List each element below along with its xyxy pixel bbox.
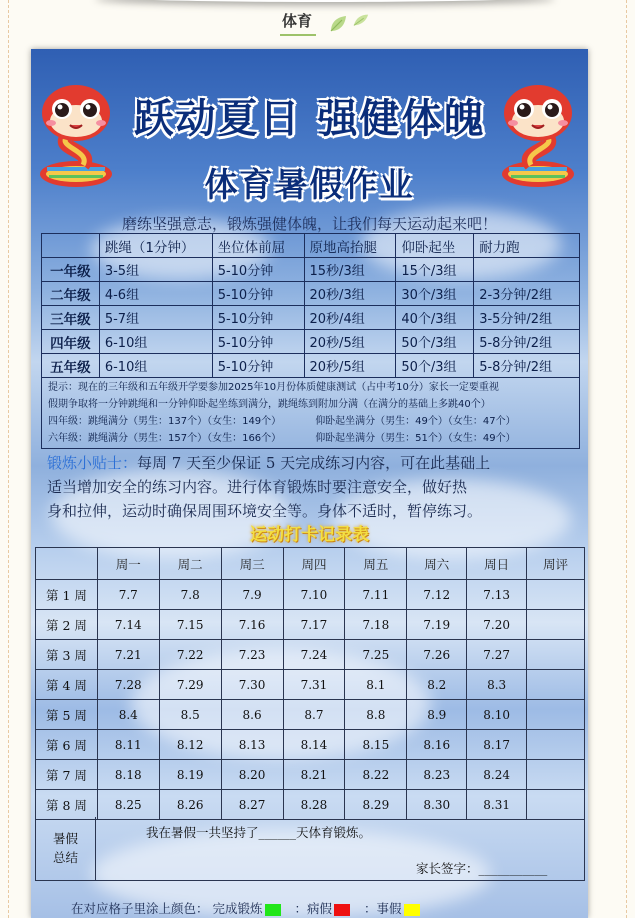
date-cell[interactable]: 7.15: [159, 610, 221, 640]
date-cell[interactable]: 8.5: [159, 700, 221, 730]
date-cell[interactable]: 8.9: [407, 700, 467, 730]
table-row: [42, 282, 580, 306]
week-review-cell[interactable]: [527, 700, 585, 730]
table-row: [42, 354, 580, 378]
date-cell[interactable]: 7.27: [467, 640, 527, 670]
requirement-cell: 5-8分钟/2组: [474, 354, 580, 378]
column-header: 原地高抬腿: [304, 234, 396, 258]
requirement-cell: 3-5分钟/2组: [474, 306, 580, 330]
column-header: [42, 234, 100, 258]
date-cell[interactable]: 8.22: [345, 760, 407, 790]
week-label-cell: 第 5 周: [36, 700, 98, 730]
week-review-cell[interactable]: [527, 610, 585, 640]
date-cell[interactable]: 7.30: [221, 670, 283, 700]
table-header-row: [42, 234, 580, 258]
date-cell[interactable]: 7.11: [345, 580, 407, 610]
tip-grade6-rope: 六年级：跳绳满分（男生：157个）（女生：166个）: [48, 433, 282, 444]
reminder-line: 锻炼小贴士：每周 7 天至少保证 5 天完成练习内容，可在此基础上: [47, 454, 491, 472]
reminder-line: 身和拉伸，运动时确保周围环境安全等。身体不适时，暂停练习。: [47, 502, 483, 520]
table-row: [36, 580, 585, 610]
exercise-requirements-table: [41, 233, 580, 378]
requirement-cell: 6-10组: [99, 330, 212, 354]
legend-done-swatch: [265, 904, 281, 916]
date-cell[interactable]: 8.16: [407, 730, 467, 760]
week-review-cell[interactable]: [527, 580, 585, 610]
tip-grade4-rope: 四年级：跳绳满分（男生：137个）（女生：149个）: [48, 416, 282, 427]
week-label-cell: 第 8 周: [36, 790, 98, 820]
date-cell[interactable]: 7.29: [159, 670, 221, 700]
legend-done-label: 完成锻炼: [212, 901, 263, 916]
requirement-cell: [474, 258, 580, 282]
date-cell[interactable]: 7.17: [283, 610, 345, 640]
requirement-cell: 40个/3组: [396, 306, 474, 330]
requirement-cell: 50个/3组: [396, 330, 474, 354]
table-row: [36, 790, 585, 820]
exercise-reminder: [47, 451, 577, 523]
date-cell[interactable]: 8.26: [159, 790, 221, 820]
table-row: [36, 670, 585, 700]
legend-personal-label: 事假: [376, 901, 402, 916]
summary-label: 暑假 总结: [36, 817, 96, 880]
summary-text: 我在暑假一共坚持了______天体育锻炼。: [146, 825, 372, 840]
date-cell[interactable]: 7.18: [345, 610, 407, 640]
date-cell[interactable]: 8.19: [159, 760, 221, 790]
reminder-lead: 锻炼小贴士：: [47, 454, 138, 472]
date-cell[interactable]: 8.20: [221, 760, 283, 790]
date-cell[interactable]: 7.24: [283, 640, 345, 670]
requirement-cell: 50个/3组: [396, 354, 474, 378]
column-header: 周六: [407, 548, 467, 580]
week-label-cell: 第 2 周: [36, 610, 98, 640]
table-header-row: [36, 548, 585, 580]
date-cell[interactable]: 7.23: [221, 640, 283, 670]
table-row: [36, 700, 585, 730]
grade-cell: 五年级: [42, 354, 100, 378]
date-cell[interactable]: 8.18: [97, 760, 159, 790]
week-review-cell[interactable]: [527, 730, 585, 760]
table-row: [36, 610, 585, 640]
tip-grade6-situp: 仰卧起坐满分（男生：51个）（女生：49个）: [315, 433, 516, 444]
column-header: 周五: [345, 548, 407, 580]
requirement-cell: 20秒/3组: [304, 282, 396, 306]
date-cell[interactable]: 8.3: [467, 670, 527, 700]
requirement-cell: 5-10分钟: [212, 354, 304, 378]
requirement-cell: 3-5组: [99, 258, 212, 282]
grade-cell: 四年级: [42, 330, 100, 354]
leaf-icon: [328, 14, 348, 34]
tip-line: [48, 413, 573, 430]
grade-cell: 二年级: [42, 282, 100, 306]
date-cell[interactable]: 7.22: [159, 640, 221, 670]
table-row: [36, 640, 585, 670]
summer-summary: [35, 817, 585, 881]
date-cell[interactable]: 7.20: [467, 610, 527, 640]
requirement-cell: 5-10分钟: [212, 282, 304, 306]
page-title: 体育: [282, 12, 313, 30]
date-cell[interactable]: 7.21: [97, 640, 159, 670]
date-cell[interactable]: 8.27: [221, 790, 283, 820]
week-label-cell: 第 3 周: [36, 640, 98, 670]
tip-line: 假期争取将一分钟跳绳和一分钟仰卧起坐练到满分，跳绳练到附加分满（在满分的基础上多跳40个）: [48, 399, 491, 410]
grade-cell: 三年级: [42, 306, 100, 330]
week-label-cell: 第 7 周: [36, 760, 98, 790]
date-cell[interactable]: 8.8: [345, 700, 407, 730]
date-cell[interactable]: 8.21: [283, 760, 345, 790]
grade-cell: 一年级: [42, 258, 100, 282]
date-cell[interactable]: 8.17: [467, 730, 527, 760]
checkin-title: 运动打卡记录表: [250, 525, 369, 545]
column-header: 跳绳（1分钟）: [99, 234, 212, 258]
column-header: 坐位体前屈: [212, 234, 304, 258]
date-cell[interactable]: 8.1: [345, 670, 407, 700]
column-header: [36, 548, 98, 580]
date-cell[interactable]: 8.4: [97, 700, 159, 730]
column-header: 周三: [221, 548, 283, 580]
week-label-cell: 第 4 周: [36, 670, 98, 700]
title-underline: [280, 34, 316, 36]
requirement-cell: 15个/3组: [396, 258, 474, 282]
date-cell[interactable]: 7.19: [407, 610, 467, 640]
parent-signature: 家长签字：___________: [416, 861, 548, 876]
poster-main-title: 跃动夏日 强健体魄: [133, 96, 486, 142]
date-cell[interactable]: 8.24: [467, 760, 527, 790]
week-review-cell[interactable]: [527, 760, 585, 790]
requirement-cell: 5-10分钟: [212, 306, 304, 330]
requirement-cell: 20秒/4组: [304, 306, 396, 330]
tip-line: 提示：现在的三年级和五年级开学要参加2025年10月份体质健康测试（占中考10分）家长一定要重视: [48, 382, 499, 393]
checkin-record-table: [35, 547, 585, 820]
date-cell[interactable]: 8.25: [97, 790, 159, 820]
column-header: 周日: [467, 548, 527, 580]
date-cell[interactable]: 8.7: [283, 700, 345, 730]
week-label-cell: 第 1 周: [36, 580, 98, 610]
date-cell[interactable]: 7.14: [97, 610, 159, 640]
table-row: [42, 330, 580, 354]
date-cell[interactable]: 8.2: [407, 670, 467, 700]
date-cell[interactable]: 8.31: [467, 790, 527, 820]
date-cell[interactable]: 8.10: [467, 700, 527, 730]
date-cell[interactable]: 8.14: [283, 730, 345, 760]
requirement-cell: 6-10组: [99, 354, 212, 378]
date-cell[interactable]: 8.30: [407, 790, 467, 820]
legend-personal-swatch: [404, 904, 420, 916]
date-cell[interactable]: 7.10: [283, 580, 345, 610]
test-tips: [41, 377, 580, 449]
legend-sick-label: 病假: [307, 901, 333, 916]
requirement-cell: 5-10分钟: [212, 258, 304, 282]
column-header: 周二: [159, 548, 221, 580]
legend-lead: 在对应格子里涂上颜色：: [71, 901, 209, 916]
date-cell[interactable]: 7.31: [283, 670, 345, 700]
date-cell[interactable]: 8.23: [407, 760, 467, 790]
color-legend: 在对应格子里涂上颜色： 完成锻炼 ：病假 ：事假: [71, 899, 430, 917]
requirement-cell: 30个/3组: [396, 282, 474, 306]
week-label-cell: 第 6 周: [36, 730, 98, 760]
date-cell[interactable]: 8.13: [221, 730, 283, 760]
requirement-cell: 5-8分钟/2组: [474, 330, 580, 354]
week-review-cell[interactable]: [527, 670, 585, 700]
legend-sick-swatch: [334, 904, 350, 916]
table-row: [36, 760, 585, 790]
date-cell[interactable]: 7.12: [407, 580, 467, 610]
article-header: [0, 8, 635, 38]
leaf-icon: [352, 12, 370, 28]
table-row: [36, 730, 585, 760]
date-cell[interactable]: 7.7: [97, 580, 159, 610]
date-cell[interactable]: 7.8: [159, 580, 221, 610]
date-cell[interactable]: 8.15: [345, 730, 407, 760]
requirement-cell: 20秒/5组: [304, 330, 396, 354]
requirement-cell: 2-3分钟/2组: [474, 282, 580, 306]
date-cell[interactable]: 7.9: [221, 580, 283, 610]
requirement-cell: 5-7组: [99, 306, 212, 330]
week-review-cell[interactable]: [527, 790, 585, 820]
poster-subtitle: 体育暑假作业: [204, 165, 415, 204]
requirement-cell: 5-10分钟: [212, 330, 304, 354]
date-cell[interactable]: 7.16: [221, 610, 283, 640]
requirement-cell: 15秒/3组: [304, 258, 396, 282]
date-cell[interactable]: 8.12: [159, 730, 221, 760]
column-header: 仰卧起坐: [396, 234, 474, 258]
date-cell[interactable]: 7.26: [407, 640, 467, 670]
table-row: [42, 306, 580, 330]
date-cell[interactable]: 7.13: [467, 580, 527, 610]
date-cell[interactable]: 7.25: [345, 640, 407, 670]
requirement-cell: 4-6组: [99, 282, 212, 306]
column-header: 耐力跑: [474, 234, 580, 258]
date-cell[interactable]: 7.28: [97, 670, 159, 700]
column-header: 周评: [527, 548, 585, 580]
requirement-cell: 20秒/5组: [304, 354, 396, 378]
date-cell[interactable]: 8.28: [283, 790, 345, 820]
date-cell[interactable]: 8.6: [221, 700, 283, 730]
week-review-cell[interactable]: [527, 640, 585, 670]
date-cell[interactable]: 8.29: [345, 790, 407, 820]
reminder-line: 适当增加安全的练习内容。进行体育锻炼时要注意安全，做好热: [47, 478, 468, 496]
date-cell[interactable]: 8.11: [97, 730, 159, 760]
column-header: 周一: [97, 548, 159, 580]
poster-slogan: 磨练坚强意志，锻炼强健体魄，让我们每天运动起来吧！: [121, 215, 497, 233]
column-header: 周四: [283, 548, 345, 580]
tip-grade4-situp: 仰卧起坐满分（男生：49个）（女生：47个）: [315, 416, 516, 427]
homework-poster: [31, 49, 588, 918]
table-row: [42, 258, 580, 282]
tip-line: [48, 430, 573, 447]
